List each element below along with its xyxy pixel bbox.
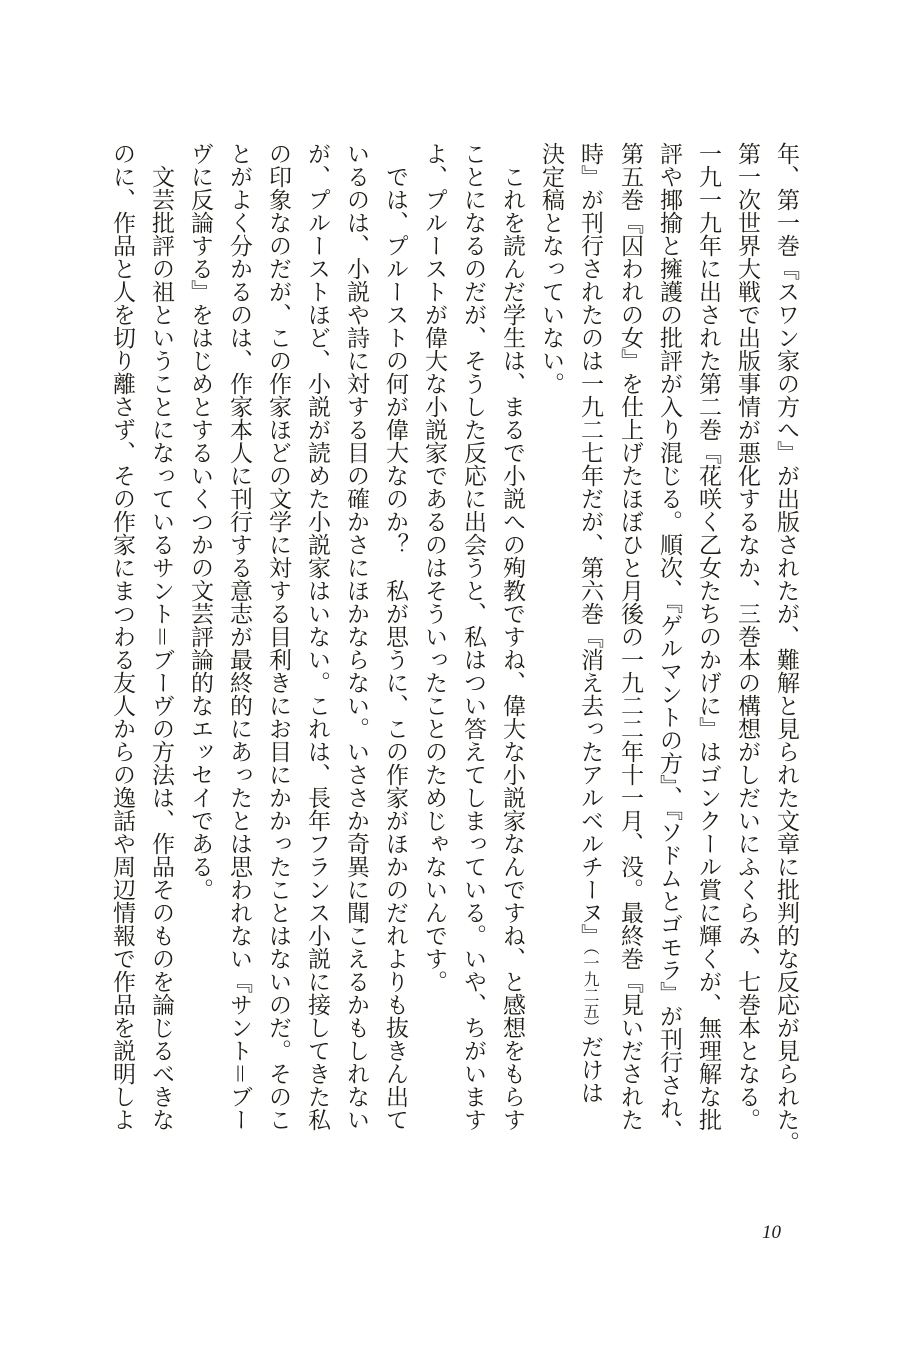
text-line-content: とがよく分かるのは、作家本人に刊行する意志が最終的にあったとは思われない『サント＝ブー — [226, 142, 252, 1131]
text-line-content: 第五巻『囚われの女』を仕上げたほぼひと月後の一九二二年十一月、没。最終巻『見いだされた — [617, 142, 643, 1131]
text-line — [102, 142, 141, 1192]
text-line-content: 一九一九年に出された第二巻『花咲く乙女たちのかげに』はゴンクール賞に輝くが、無理解な批 — [695, 142, 721, 1131]
text-line-content: では、プルーストの何が偉大なのか？ 私が思うに、この作家がほかのだれよりも抜きん出て — [382, 165, 408, 1131]
text-line-content: 第一次世界大戦で出版事情が悪化するなか、三巻本の構想がしだいにふくらみ、七巻本となる。 — [734, 142, 760, 1131]
inline-date: （一九二五） — [581, 947, 600, 1035]
text-line — [727, 142, 766, 1192]
text-line-content: のに、作品と人を切り離さず、その作家にまつわる友人からの逸話や周辺情報で作品を説明しよ — [109, 142, 135, 1131]
text-line — [492, 142, 531, 1192]
text-line — [453, 142, 492, 1192]
body-text — [90, 142, 805, 1192]
text-line-content: 決定稿となっていない。 — [538, 142, 564, 395]
text-line-content: これを読んだ学生は、まるで小説への殉教ですね、偉大な小説家なんですね、と感想をもらす — [499, 165, 525, 1131]
text-line — [688, 142, 727, 1192]
text-line — [531, 142, 570, 1192]
text-line — [610, 142, 649, 1192]
text-line — [570, 142, 610, 1192]
text-line-content: いるのは、小説や詩に対する目の確かさにほかならない。いささか奇異に聞こえるかもしれない — [343, 142, 369, 1131]
text-line — [258, 142, 297, 1192]
text-line-content: が、プルーストほど、小説が読めた小説家はいない。これは、長年フランス小説に接してきた私 — [304, 142, 330, 1131]
text-line-content: 時』が刊行されたのは一九二七年だが、第六巻『消え去ったアルベルチーヌ』 — [577, 142, 603, 947]
text-line — [219, 142, 258, 1192]
text-line — [766, 142, 805, 1192]
text-line — [649, 142, 688, 1192]
text-line — [297, 142, 336, 1192]
text-line — [414, 142, 453, 1192]
text-line — [336, 142, 375, 1192]
text-line — [141, 142, 180, 1192]
text-line — [180, 142, 219, 1192]
page-number: 10 — [762, 1222, 781, 1243]
text-line-content: の印象なのだが、この作家ほどの文学に対する目利きにお目にかかったことはないのだ。そのこ — [265, 142, 291, 1131]
text-line-content: 文芸批評の祖ということになっているサント＝ブーヴの方法は、作品そのものを論じるべきな — [148, 165, 174, 1131]
text-line-content: 年、第一巻『スワン家の方へ』が出版されたが、難解と見られた文章に批判的な反応が見られた。 — [773, 142, 799, 1154]
text-line-content: ことになるのだが、そうした反応に出会うと、私はつい答えてしまっている。いや、ちがいます — [460, 142, 486, 1131]
text-line-content: よ、プルーストが偉大な小説家であるのはそういったことのためじゃないんです。 — [421, 142, 447, 993]
text-line-content: ヴに反論する』をはじめとするいくつかの文芸評論的なエッセイである。 — [187, 142, 213, 901]
text-line-content: 評や揶揄と擁護の批評が入り混じる。順次、『ゲルマントの方』、『ソドムとゴモラ』が刊行され、 — [656, 142, 682, 1143]
text-line-suffix: だけは — [577, 1035, 603, 1104]
text-line — [375, 142, 414, 1192]
